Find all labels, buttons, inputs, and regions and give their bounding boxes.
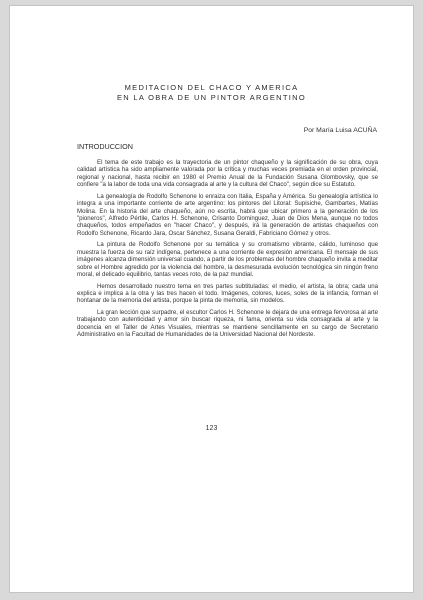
paragraph: La genealogía de Rodolfo Schenone lo enraiza con Italia, España y América. Su genealogía artística lo integra a una importante corriente de arte argentino: los pintores del Litoral: Supisiche, Gambartes, Matías Molina. En la historia del arte chaqueño, aún no escrita, habrá que ubicar primero a la generación de los "pioneros", Alfredo Pértile, Carlos H. Schenone, Crisanto Dominguez, Juan de Dios Mena, aunque no todos chaqueños, todos empeñados en "hacer Chaco", y después, irá la generación de artistas chaqueños con Rodolfo Schenone, Ricardo Jara, Oscar Sánchez, Susana Geraldi, Fabriciano Gómez y otros. bbox=[77, 192, 378, 237]
title-line-2: EN LA OBRA DE UN PINTOR ARGENTINO bbox=[116, 93, 307, 102]
document-title bbox=[10, 83, 413, 103]
author-byline: Por María Luisa ACUÑA bbox=[303, 127, 377, 134]
section-heading: INTRODUCCION bbox=[77, 142, 133, 151]
paragraph: Hemos desarrollado nuestro tema en tres partes subtituladas: el medio, el artista, la obra; cada una explica e implica a la otra y las tres hacen el todo. Imágenes, colores, luces, soles de la infancia, forman el hontanar de la memoria del artista, porque la pinta de memoria, sin modelos. bbox=[77, 282, 378, 305]
document-page bbox=[9, 5, 414, 593]
body-text bbox=[77, 159, 378, 343]
paragraph: La pintura de Rodolfo Schenone por su temática y su cromatismo vibrante, cálido, luminoso que muestra la fuerza de su raíz indígena, pertenece a una corriente de expresión americana. El mensaje de sus imágenes alcanza dimensión universal cuando, a partir de los problemas del hombre chaqueño invita a meditar sobre el Hombre agredido por la violencia del hombre, la desmesurada evolución tecnológica sin ningún freno moral, el delicado equilibrio, tantas veces roto, de la paz mundial. bbox=[77, 241, 378, 279]
page-number: 123 bbox=[205, 425, 218, 432]
title-line-1: MEDITACION DEL CHACO Y AMERICA bbox=[124, 83, 299, 92]
paragraph: La gran lección que surpadre, el escultor Carlos H. Schenone le dejara de una entrega fervorosa al arte trabajando con autenticidad y amor sin buscar riqueza, ni fama, orienta su vida consagrada al arte y la docencia en el Taller de Artes Visuales, mientras se mantiene sencillamente en su cargo de Secretario Administrativo en la Facultad de Humanidades de la Universidad Nacional del Nordeste. bbox=[77, 309, 378, 339]
paragraph: El tema de este trabajo es la trayectoria de un pintor chaqueño y la significación de su obra, cuya calidad artística ha sido ampliamente valorada por la crítica y muchas veces premiada en el orden provincial, regional y nacional, hasta recibir en 1980 el Premio Anual de la Fundación Susana Glombovsky, que se confiere "a la labor de toda una vida consagrada al arte y la cultura del Chaco", según dice su Estatuto. bbox=[77, 159, 378, 189]
